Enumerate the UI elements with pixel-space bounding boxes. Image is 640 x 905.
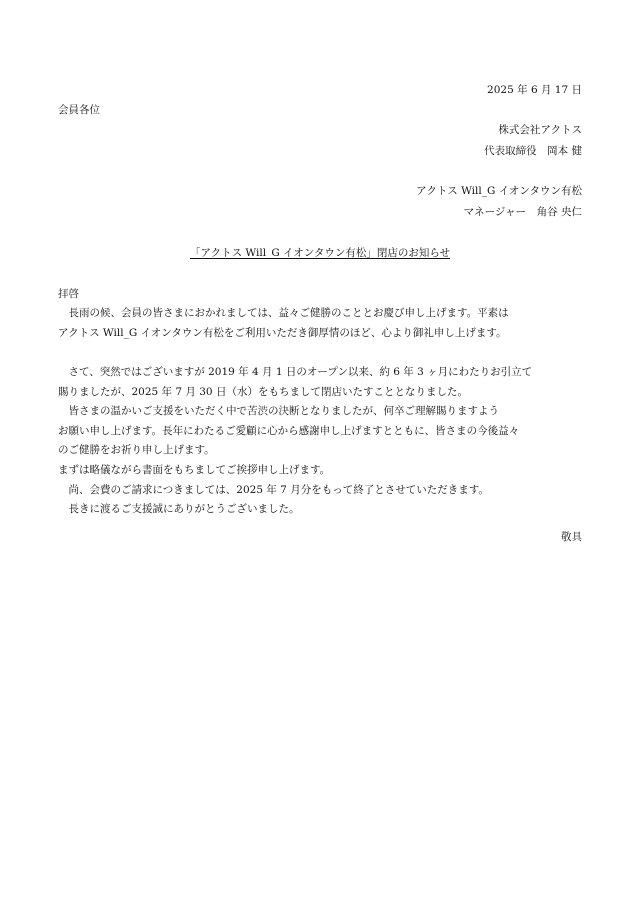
body-line-6: まずは略儀ながら書面をもちましてご挨拶申し上げます。 bbox=[58, 463, 331, 476]
body-line-8: 長きに渡るご支援誠にありがとうございました。 bbox=[68, 503, 300, 516]
store-name: アクトス Will_G イオンタウン有松 bbox=[416, 185, 582, 197]
notice-title: 「アクトス Will_G イオンタウン有松」閉店のお知らせ bbox=[189, 247, 451, 259]
greeting-line-1: 長雨の候、会員の皆さまにおかれましては、益々ご健勝のこととお慶び申し上げます。平素は bbox=[68, 307, 509, 319]
body-line-7: 尚、会費のご請求につきましては、2025 年 7 月分をもって終了とさせていただきます。 bbox=[68, 483, 489, 496]
body-paragraph bbox=[58, 363, 582, 520]
sender-company: 株式会社アクトス bbox=[498, 124, 582, 136]
opening-salutation: 拝啓 bbox=[58, 288, 79, 300]
document-date: 2025 年 6 月 17 日 bbox=[487, 84, 582, 96]
greeting-paragraph bbox=[58, 304, 582, 343]
notice-title-line bbox=[0, 246, 640, 260]
body-line-3: 皆さまの温かいご支援をいただく中で苦渋の決断となりましたが、何卒ご理解賜りますよう bbox=[68, 405, 499, 418]
recipient: 会員各位 bbox=[58, 104, 100, 116]
body-line-4: お願い申し上げます。長年にわたるご愛顧に心から感謝申し上げますとともに、皆さまの今後益々 bbox=[58, 424, 520, 437]
body-line-2: 賜りましたが、2025 年 7 月 30 日（水）をもちまして閉店いたすこととなりました。 bbox=[58, 385, 468, 398]
greeting-line-2: アクトス Will_G イオンタウン有松をご利用いただき御厚情のほど、心より御礼申し上げます。 bbox=[58, 326, 507, 339]
store-manager: マネージャー 角谷 央仁 bbox=[463, 206, 582, 218]
sender-representative: 代表取締役 岡本 健 bbox=[484, 145, 582, 157]
closing-salutation: 敬具 bbox=[561, 531, 582, 543]
body-line-1: さて、突然ではございますが 2019 年 4 月 1 日のオープン以来、約 6 年 3 ヶ月にわたりお引立て bbox=[68, 366, 533, 378]
body-line-5: のご健勝をお祈り申し上げます。 bbox=[58, 444, 215, 457]
